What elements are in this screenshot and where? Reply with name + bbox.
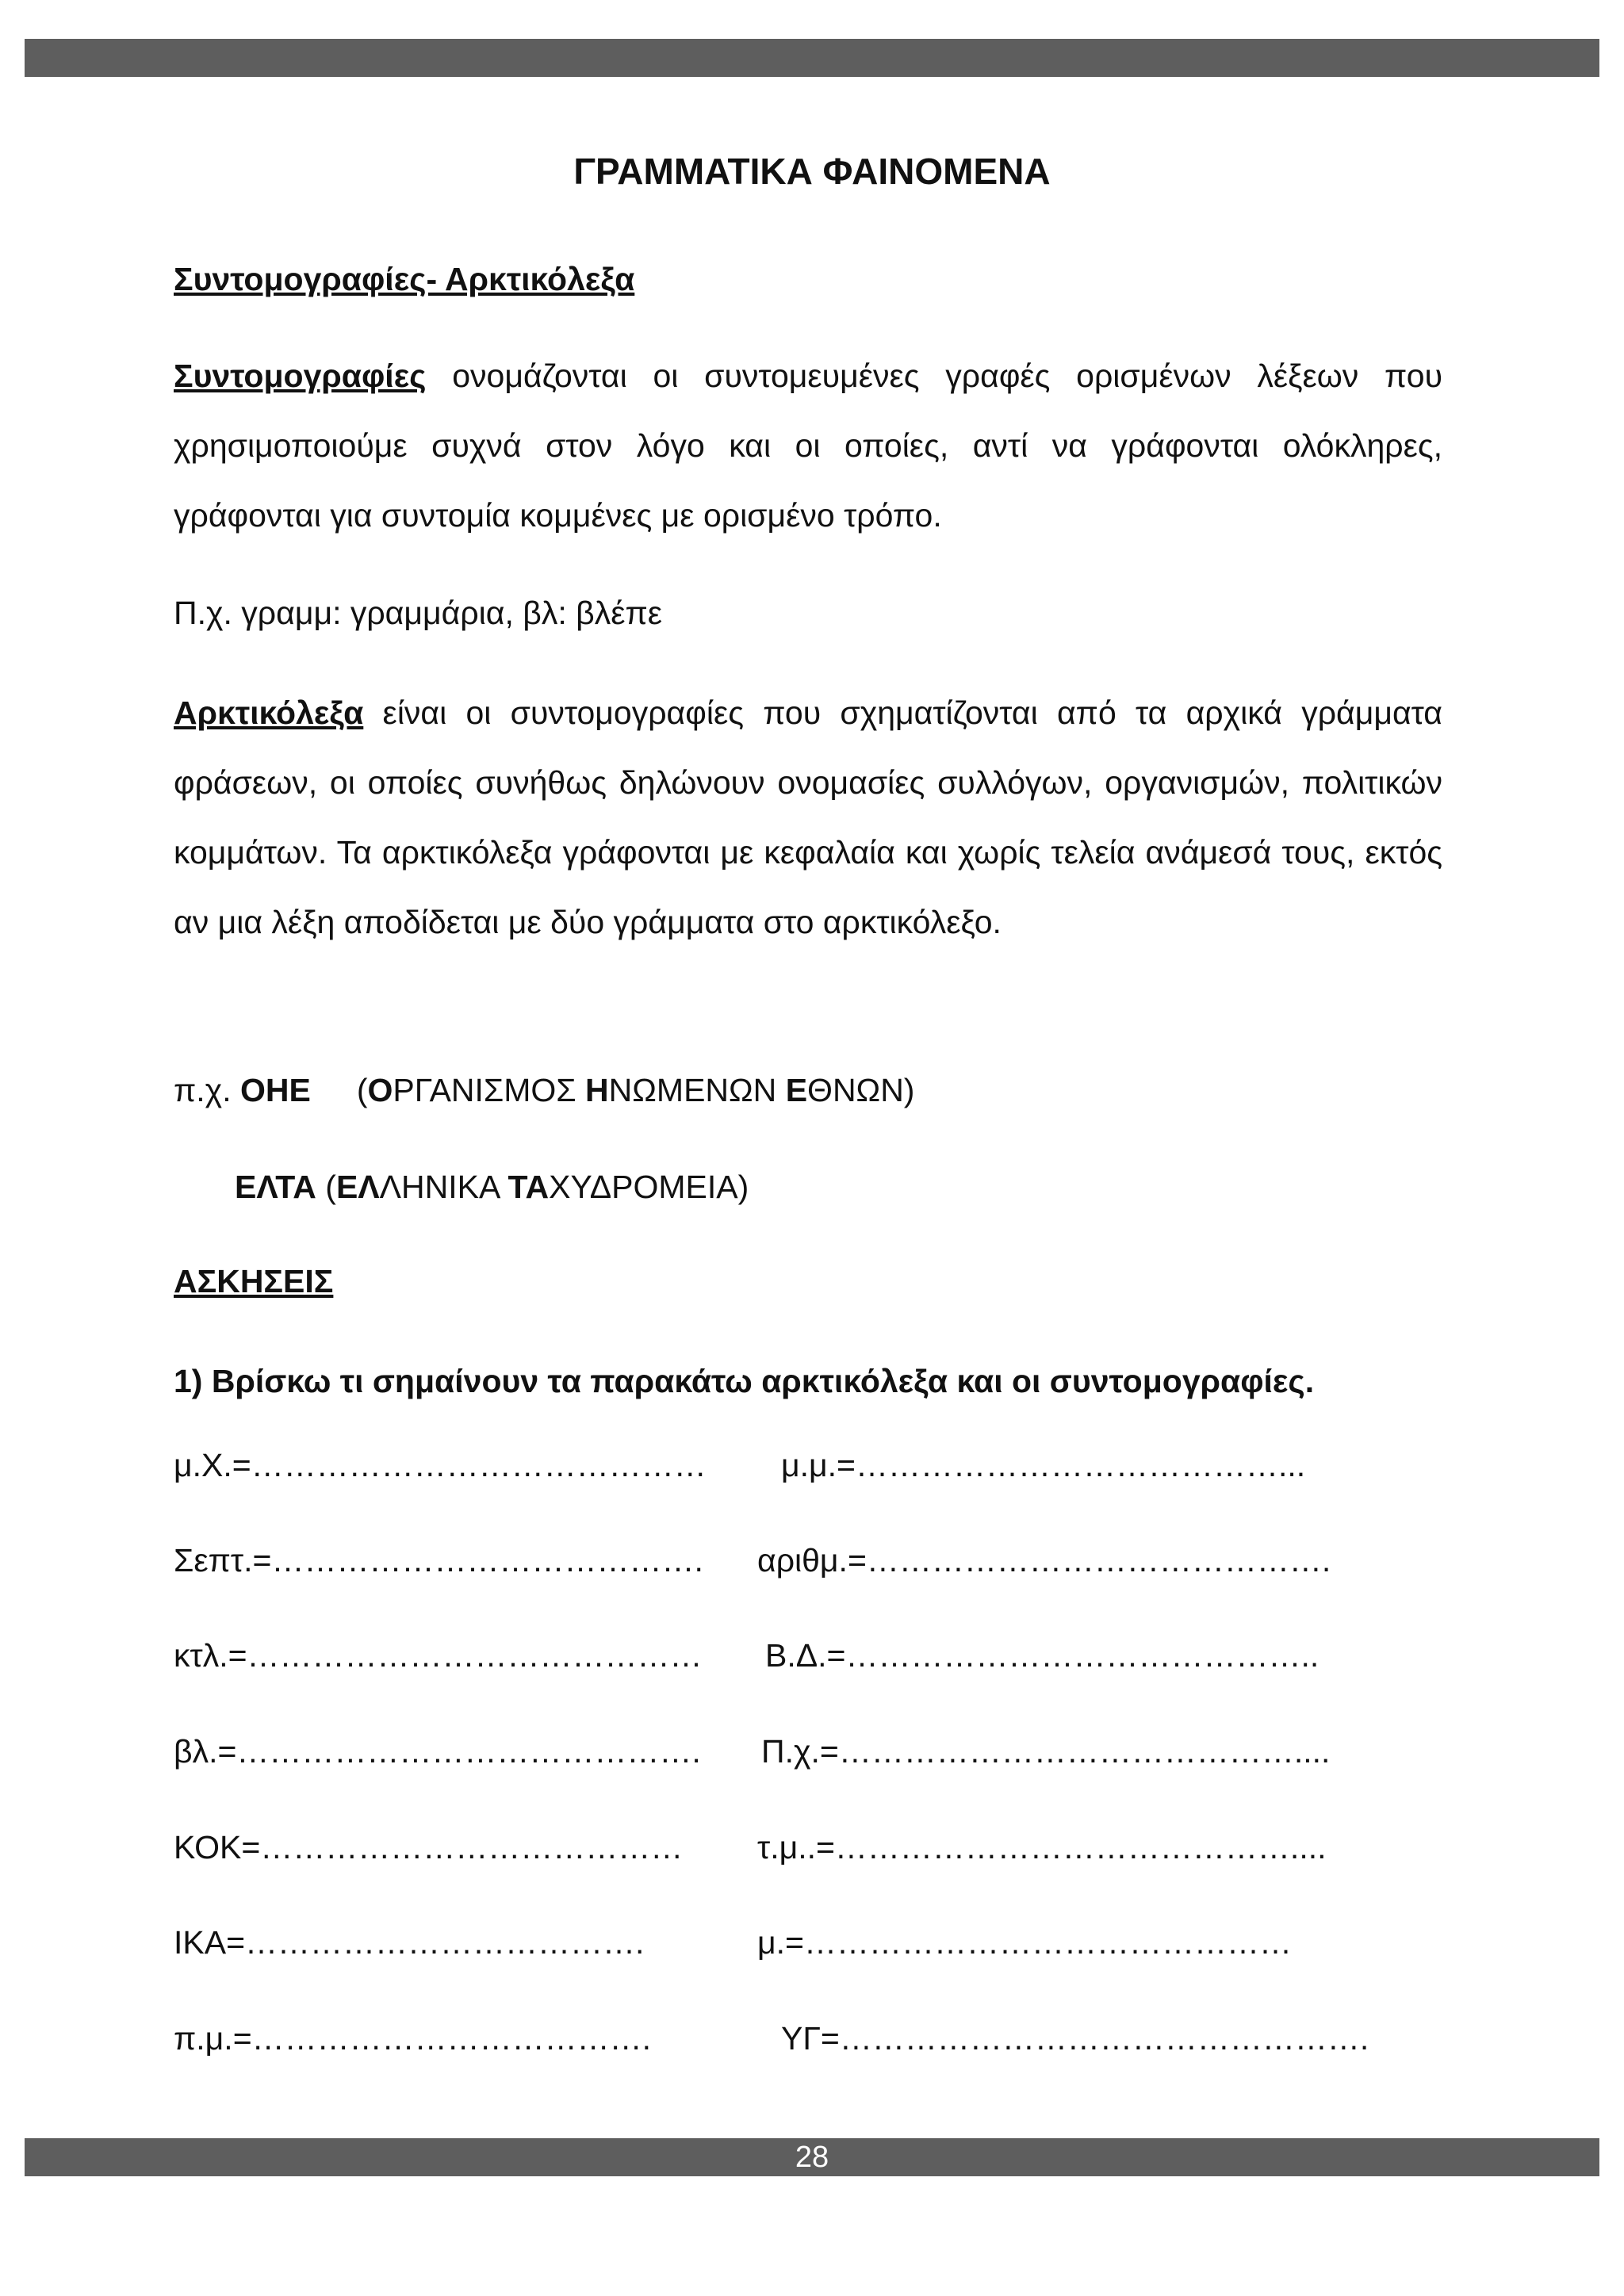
exercises-heading: ΑΣΚΗΣΕΙΣ bbox=[174, 1263, 334, 1299]
exercise-row-right: αριθμ.=……………………………………. bbox=[757, 1542, 1331, 1578]
acronym-example-elta bbox=[235, 1163, 749, 1211]
exercise-1-title: 1) Βρίσκω τι σημαίνουν τα παρακάτω αρκτικόλεξα και οι συντομογραφίες. bbox=[174, 1363, 1315, 1399]
initial-letter: Ο bbox=[367, 1072, 393, 1108]
exercise-row-left: μ.Χ.=…………………………………… bbox=[174, 1447, 707, 1483]
header-bar bbox=[25, 39, 1599, 77]
exercise-row-left: κτλ.=…………………………………… bbox=[174, 1637, 703, 1674]
acronym: ΟΗΕ bbox=[239, 1072, 311, 1108]
word-rest: ΛΗΝΙΚΑ bbox=[379, 1169, 508, 1205]
initial-letters: ΤΑ bbox=[508, 1169, 550, 1205]
abbreviations-example: Π.χ. γραμμ: γραμμάρια, βλ: βλέπε bbox=[174, 595, 663, 631]
exercise-row-right: Π.χ.=…………………………………….... bbox=[761, 1733, 1331, 1770]
paren-open: ( bbox=[316, 1169, 336, 1205]
exercise-row-right: μ.=……………………………………… bbox=[757, 1924, 1292, 1961]
exercise-row-right: Β.Δ.=…………………………………….. bbox=[765, 1637, 1320, 1674]
exercise-row-left: ΚΟΚ=………………………………… bbox=[174, 1829, 684, 1866]
exercise-row-left: βλ.=……………………………………. bbox=[174, 1733, 701, 1770]
page-title: ΓΡΑΜΜΑΤΙΚΑ ΦΑΙΝΟΜΕΝΑ bbox=[573, 151, 1051, 192]
abbreviations-paragraph bbox=[174, 341, 1442, 550]
acronyms-definition: είναι οι συντομογραφίες που σχηματίζονται από τα αρχικά γράμματα φράσεων, οι οποίες συνήθως δηλώνουν ονομασίες συλλόγων, οργανισμών, πολιτικών κομμάτων. Τα αρκτικόλεξα γράφονται με κεφαλαία και χωρίς τελεία ανάμεσά τους, εκτός αν μια λέξη αποδίδεται με δύο γράμματα στο αρκτικόλεξο. bbox=[174, 695, 1442, 940]
acronyms-term: Αρκτικόλεξα bbox=[174, 695, 364, 731]
exercise-row-right: μ.μ.=…………………………………... bbox=[781, 1447, 1306, 1483]
initial-letter: Η bbox=[585, 1072, 609, 1108]
exercise-row-left: ΙΚΑ=………………………………. bbox=[174, 1924, 645, 1961]
abbreviations-term: Συντομογραφίες bbox=[174, 358, 427, 394]
paren-open: ( bbox=[356, 1072, 368, 1108]
initial-letter: Ε bbox=[785, 1072, 808, 1108]
exercise-row-right: ΥΓ=…………………………………………. bbox=[781, 2020, 1369, 2057]
word-rest: ΡΓΑΝΙΣΜΟΣ bbox=[393, 1072, 586, 1108]
abbreviations-definition: ονομάζονται οι συντομευμένες γραφές ορισμένων λέξεων που χρησιμοποιούμε συχνά στον λόγο και οι οποίες, αντί να γράφονται ολόκληρες, γράφονται για συντομία κομμένες με ορισμένο τρόπο. bbox=[174, 358, 1442, 534]
word-rest: ΝΩΜΕΝΩΝ bbox=[608, 1072, 786, 1108]
exercise-row-left: π.μ.=………………………………. bbox=[174, 2020, 652, 2057]
exercise-row-right: τ.μ..=…………………………………….... bbox=[757, 1829, 1327, 1866]
word-rest: ΧΥΔΡΟΜΕΙΑ) bbox=[549, 1169, 749, 1205]
acronyms-paragraph bbox=[174, 678, 1442, 957]
word-rest: ΘΝΩΝ) bbox=[807, 1072, 915, 1108]
page-number: 28 bbox=[795, 2141, 829, 2174]
section-heading: Συντομογραφίες- Αρκτικόλεξα bbox=[174, 261, 635, 297]
example-prefix: π.χ. bbox=[174, 1072, 240, 1108]
exercise-row-left: Σεπτ.=…………………………………. bbox=[174, 1542, 703, 1578]
acronym-example-ohe bbox=[174, 1066, 914, 1114]
acronym: ΕΛΤΑ bbox=[235, 1169, 316, 1205]
initial-letters: ΕΛ bbox=[335, 1169, 380, 1205]
